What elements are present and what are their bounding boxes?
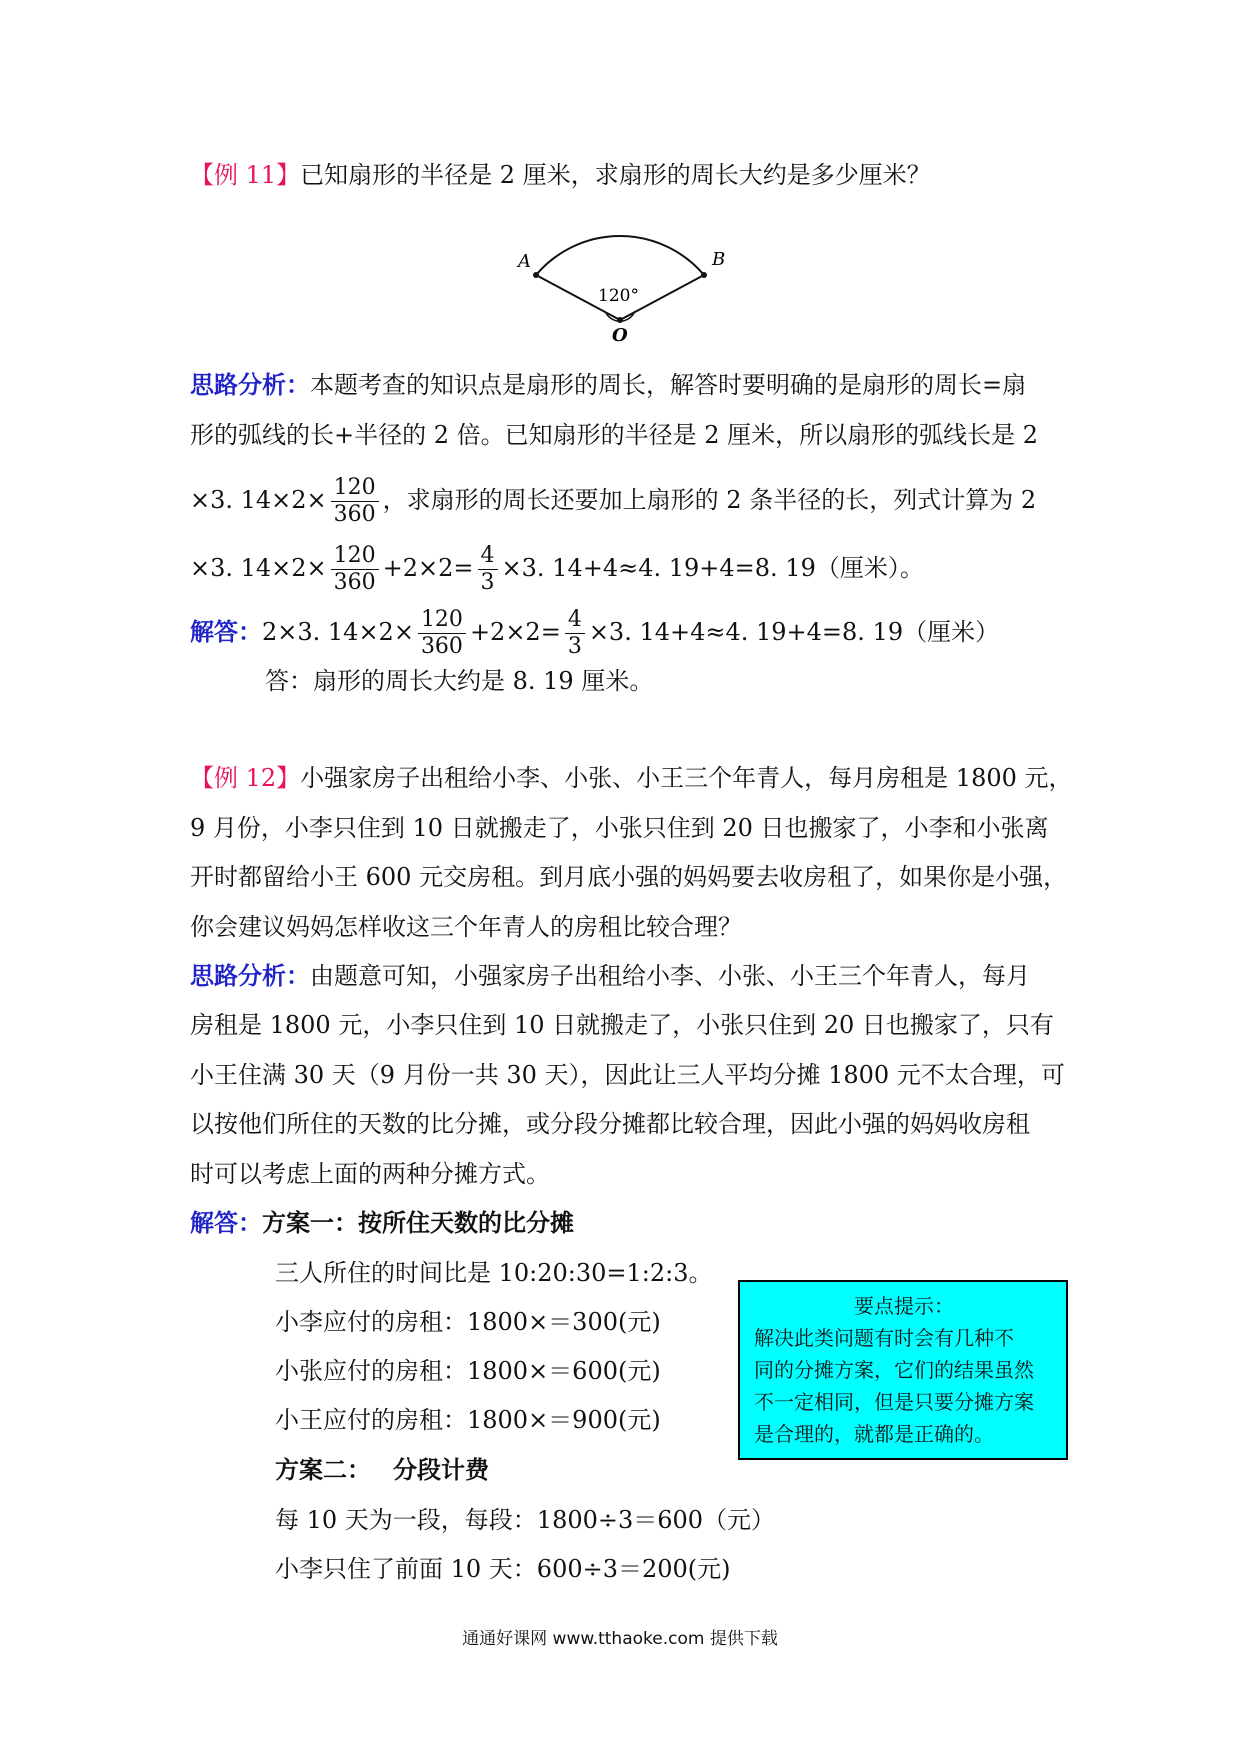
example-11-tag: 【例 11】 <box>190 161 301 189</box>
plan-1-xiaozhang: 小张应付的房租：1800×＝600(元) <box>275 1357 661 1385</box>
fraction-120-360: $\frac{120}{360}$ <box>331 475 379 528</box>
point-b <box>701 272 707 278</box>
example-12-tag: 【例 12】 <box>190 764 301 792</box>
label-o: O <box>612 325 628 345</box>
angle-label: 120° <box>598 286 639 306</box>
example-12-plan-1-heading <box>190 1208 574 1238</box>
plan-1-xiaowang: 小王应付的房租：1800×＝900(元) <box>275 1406 661 1434</box>
label-b: B <box>712 249 726 270</box>
tip-title: 要点提示： <box>854 1294 954 1318</box>
plan-1-title: 方案一：按所住天数的比分摊 <box>262 1208 574 1237</box>
label-a: A <box>518 251 531 272</box>
plan-1-ratio: 三人所住的时间比是 10:20:30=1:2:3。 <box>275 1259 713 1287</box>
tip-line: 是合理的，就都是正确的。 <box>754 1422 994 1446</box>
plan-2-heading <box>275 1455 489 1485</box>
answer-label: 解答： <box>190 617 262 646</box>
plan-2-xiaoli: 小李只住了前面 10 天：600÷3＝200(元) <box>275 1555 731 1583</box>
answer-label: 解答： <box>190 1208 262 1237</box>
tip-line: 不一定相同，但是只要分摊方案 <box>754 1390 1034 1414</box>
sector-figure <box>500 215 740 345</box>
example-12-question-line-3: 开时都留给小王 600 元交房租。到月底小强的妈妈要去收房租了，如果你是小强， <box>190 863 1068 891</box>
example-11-analysis-line-3: ×3. 14×2× $\frac{120}{360}$ ，求扇形的周长还要加上扇形的 2 条半径的长，列式计算为 2 <box>190 475 1037 527</box>
plan-2-subtitle: 分段计费 <box>393 1455 489 1484</box>
fraction-120-360: $\frac{120}{360}$ <box>418 607 466 660</box>
example-12-question-line-2: 9 月份，小李只住到 10 日就搬走了，小张只住到 20 日也搬家了，小李和小张离 <box>190 814 1049 842</box>
example-12-analysis-line-3: 小王住满 30 天（9 月份一共 30 天），因此让三人平均分摊 1800 元不太合理，可 <box>190 1061 1065 1089</box>
fraction-4-3: $\frac{4}{3}$ <box>478 543 498 596</box>
analysis-label: 思路分析： <box>190 370 310 399</box>
example-11-question-text: 已知扇形的半径是 2 厘米，求扇形的周长大约是多少厘米？ <box>300 161 931 189</box>
example-12-analysis-line-1: 思路分析：由题意可知，小强家房子出租给小李、小张、小王三个年青人，每月 <box>190 961 1030 990</box>
example-12-question-line-4: 你会建议妈妈怎样收这三个年青人的房租比较合理？ <box>190 913 742 941</box>
tip-line: 解决此类问题有时会有几种不 <box>754 1326 1014 1350</box>
plan-2-segment: 每 10 天为一段，每段：1800÷3＝600（元） <box>275 1506 776 1534</box>
example-11-answer: 解答：2×3. 14×2× $\frac{120}{360}$ +2×2= $\frac{4}{3}$ ×3. 14+4≈4. 19+4=8. 19（厘米） <box>190 607 1000 659</box>
point-a <box>533 272 539 278</box>
sector-arc <box>536 236 704 275</box>
example-11-final-answer: 答：扇形的周长大约是 8. 19 厘米。 <box>265 667 654 695</box>
page-footer: 通通好课网 www.tthaoke.com 提供下载 <box>462 1629 778 1649</box>
tip-box <box>738 1280 1068 1460</box>
example-11-question <box>190 160 931 190</box>
example-12-analysis-line-2: 房租是 1800 元，小李只住到 10 日就搬走了，小张只住到 20 日也搬家了，只有 <box>190 1011 1054 1039</box>
tip-line: 同的分摊方案，它们的结果虽然 <box>754 1358 1034 1382</box>
example-11-analysis-line-2: 形的弧线的长+半径的 2 倍。已知扇形的半径是 2 厘米，所以扇形的弧线长是 2 <box>190 421 1039 449</box>
fraction-120-360: $\frac{120}{360}$ <box>331 543 379 596</box>
plan-1-xiaoli: 小李应付的房租：1800×＝300(元) <box>275 1308 661 1336</box>
example-12-analysis-line-5: 时可以考虑上面的两种分摊方式。 <box>190 1160 550 1188</box>
point-o <box>617 317 623 323</box>
example-11-analysis-line-1: 思路分析：本题考查的知识点是扇形的周长，解答时要明确的是扇形的周长=扇 <box>190 370 1027 399</box>
fraction-4-3: $\frac{4}{3}$ <box>565 607 585 660</box>
analysis-label: 思路分析： <box>190 961 310 990</box>
plan-2-title: 方案二： <box>275 1455 371 1484</box>
example-12-question-line-1: 【例 12】小强家房子出租给小李、小张、小王三个年青人，每月房租是 1800 元， <box>190 764 1073 792</box>
example-12-analysis-line-4: 以按他们所住的天数的比分摊，或分段分摊都比较合理，因此小强的妈妈收房租 <box>190 1110 1030 1138</box>
example-11-analysis-line-4: ×3. 14×2× $\frac{120}{360}$ +2×2= $\frac{4}{3}$ ×3. 14+4≈4. 19+4=8. 19（厘米）。 <box>190 543 924 595</box>
